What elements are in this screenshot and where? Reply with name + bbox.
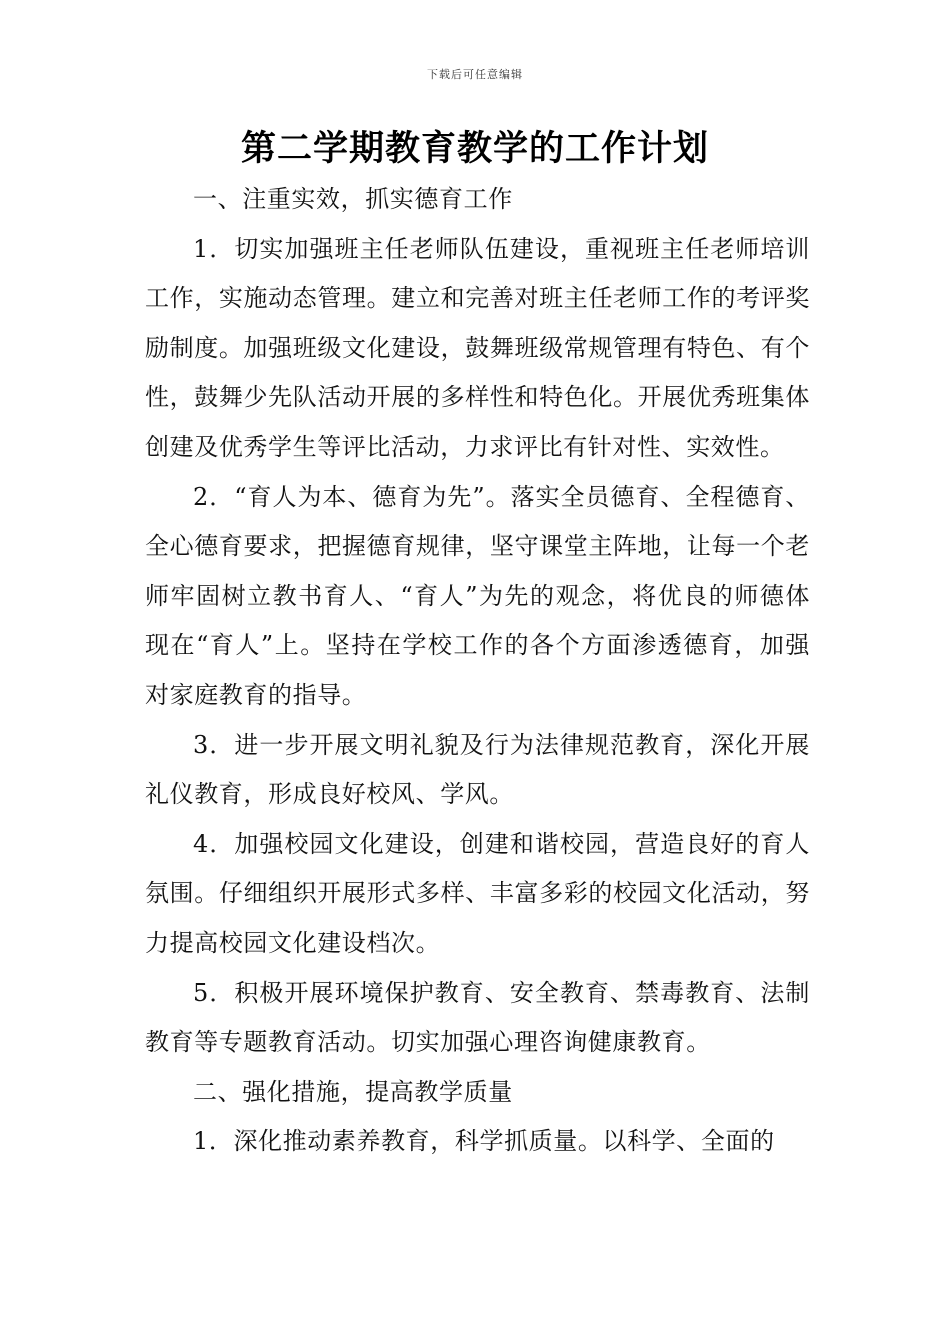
paragraph-1-5: 5．积极开展环境保护教育、安全教育、禁毒教育、法制教育等专题教育活动。切实加强心理咨询健康教育。 <box>145 978 810 1057</box>
document-body <box>145 175 810 1167</box>
section-heading-1: 一、注重实效，抓实德育工作 <box>193 185 513 213</box>
paragraph-2-1: 1．深化推动素养教育，科学抓质量。以科学、全面的 <box>193 1127 775 1156</box>
paragraph-1-1: 1．切实加强班主任老师队伍建设，重视班主任老师培训工作，实施动态管理。建立和完善对班主任老师工作的考评奖励制度。加强班级文化建设，鼓舞班级常规管理有特色、有个性，鼓舞少先队活动开展的多样性和特色化。开展优秀班集体创建及优秀学生等评比活动，力求评比有针对性、实效性。 <box>145 234 810 461</box>
paragraph-1-3: 3．进一步开展文明礼貌及行为法律规范教育，深化开展礼仪教育，形成良好校风、学风。 <box>145 730 810 809</box>
header-note: 下载后可任意编辑 <box>427 68 523 81</box>
paragraph-1-4: 4．加强校园文化建设，创建和谐校园，营造良好的育人氛围。仔细组织开展形式多样、丰富多彩的校园文化活动，努力提高校园文化建设档次。 <box>145 829 810 957</box>
section-heading-2: 二、强化措施，提高教学质量 <box>193 1077 513 1106</box>
paragraph-1-2: 2．“育人为本、德育为先”。落实全员德育、全程德育、全心德育要求，把握德育规律，坚守课堂主阵地，让每一个老师牢固树立教书育人、“育人”为先的观念，将优良的师德体现在“育人”上。坚持在学校工作的各个方面渗透德育，加强对家庭教育的指导。 <box>145 482 810 709</box>
document-title: 第二学期教育教学的工作计划 <box>240 129 709 169</box>
